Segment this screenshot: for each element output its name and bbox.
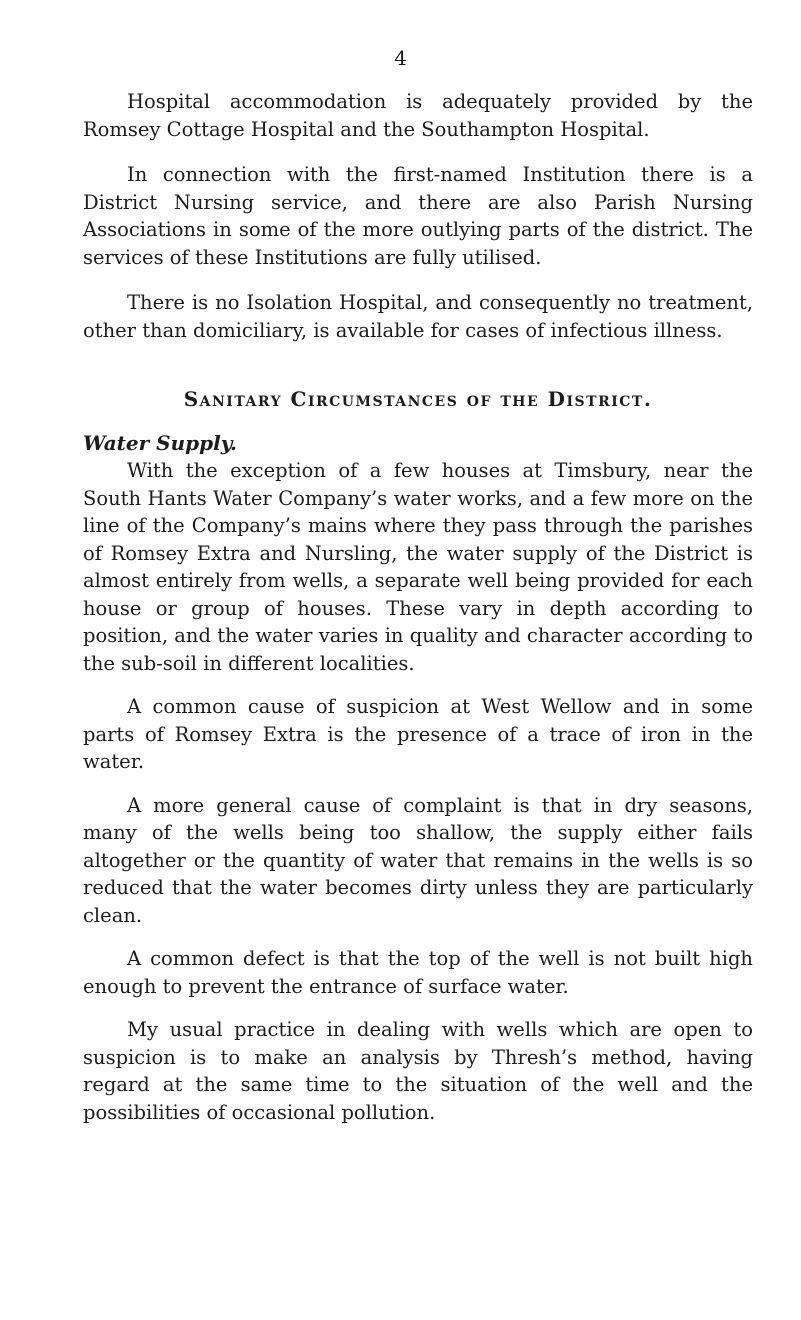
subheading-water-supply: Water Supply. bbox=[83, 430, 237, 455]
paragraph-analysis-practice: My usual practice in dealing with wells which are open to suspicion is to make an analysis by Thresh’s method, having regard at the same time to the situation of the well and the possibilities of occasional pollution. bbox=[83, 1018, 753, 1124]
body-text bbox=[83, 88, 753, 1126]
paragraph-hospital-accommodation: Hospital accommodation is adequately provided by the Romsey Cottage Hospital and the Southampton Hospital. bbox=[83, 90, 753, 141]
section-heading: Sanitary Circumstances of the District. bbox=[183, 387, 653, 411]
paragraph-isolation-hospital: There is no Isolation Hospital, and consequently no treatment, other than domiciliary, is available for cases of infectious illness. bbox=[83, 291, 753, 342]
paragraph-iron-trace: A common cause of suspicion at West Wellow and in some parts of Romsey Extra is the presence of a trace of iron in the water. bbox=[83, 695, 753, 773]
page-number: 4 bbox=[394, 46, 407, 70]
paragraph-dry-seasons: A more general cause of complaint is that in dry seasons, many of the wells being too shallow, the supply either fails altogether or the quantity of water that remains in the wells is so reduced that the water becomes dirty unless they are particularly clean. bbox=[83, 793, 753, 927]
paragraph-nursing-services: In connection with the first-named Institution there is a District Nursing service, and there are also Parish Nursing Associations in some of the more outlying parts of the district. The services of these Institutions are fully utilised. bbox=[83, 163, 753, 269]
paragraph-water-sources: With the exception of a few houses at Timsbury, near the South Hants Water Company’s water works, and a few more on the line of the Company’s mains where they pass through the parishes of Romsey Extra and Nursling, the water supply of the District is almost entirely from wells, a separate well being provided for each house or group of houses. These vary in depth according to position, and the water varies in quality and character according to the sub-soil in different localities. bbox=[83, 459, 753, 675]
paragraph-well-defect: A common defect is that the top of the well is not built high enough to prevent the entrance of surface water. bbox=[83, 947, 753, 998]
